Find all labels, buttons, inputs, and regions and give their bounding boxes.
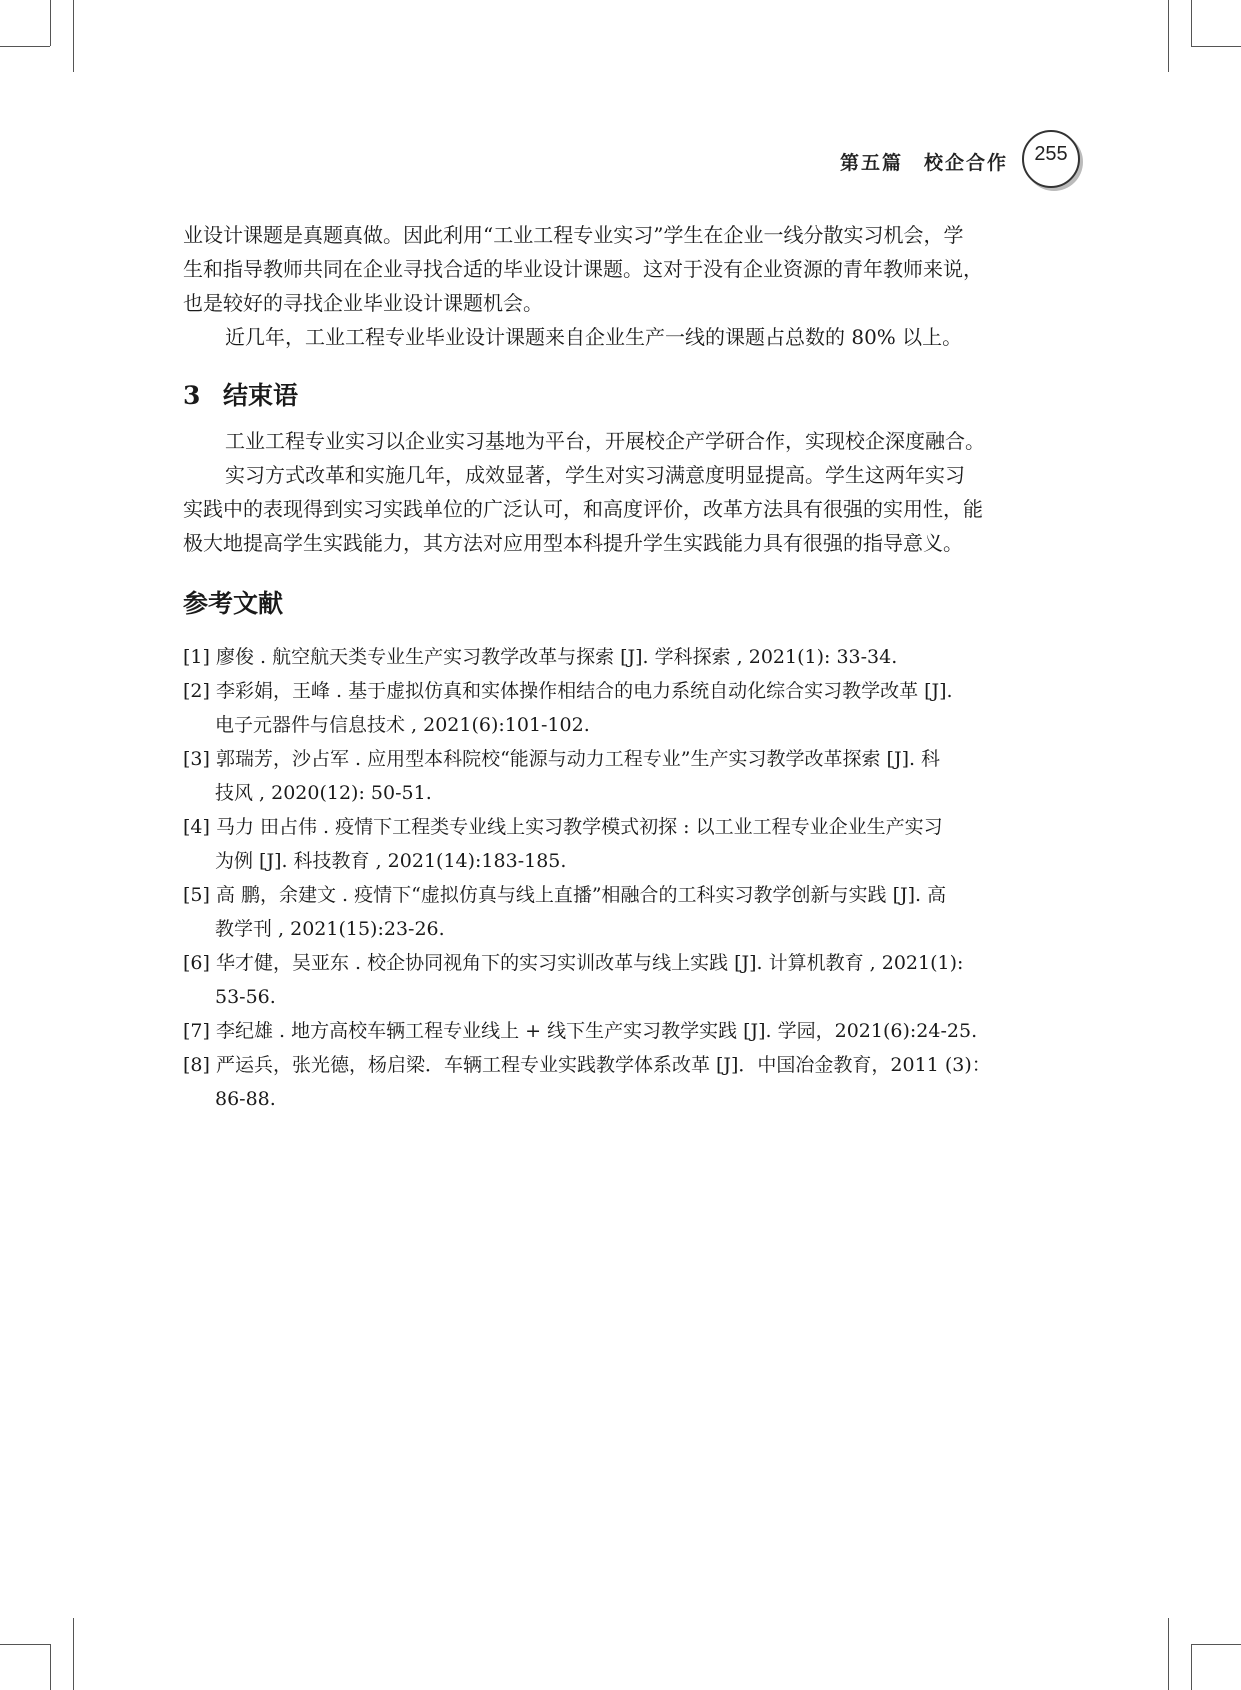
page-content <box>183 218 1063 1116</box>
crop-mark <box>50 1644 51 1690</box>
crop-mark <box>1191 0 1192 46</box>
references-heading: 参考文献 <box>183 589 284 618</box>
section-heading <box>183 376 1063 416</box>
crop-mark <box>50 0 51 46</box>
crop-mark <box>1168 0 1169 72</box>
paragraph: 工业工程专业实习以企业实习基地为平台，开展校企产学研合作，实现校企深度融合。 <box>225 429 985 453</box>
section-title: 结束语 <box>223 381 299 410</box>
reference-item-continued: 为例 [J]. 科技教育 , 2021(14):183-185. <box>215 850 567 872</box>
crop-mark <box>1191 1644 1241 1645</box>
page-number-badge <box>1022 130 1080 188</box>
reference-item: [1] 廖俊 . 航空航天类专业生产实习教学改革与探索 [J]. 学科探索 , 2021(1): 33-34. <box>183 646 898 668</box>
crop-mark <box>0 1644 50 1645</box>
reference-item: [6] 华才健，吴亚东 . 校企协同视角下的实习实训改革与线上实践 [J]. 计算机教育 , 2021(1): <box>183 952 964 974</box>
running-header <box>790 138 1080 188</box>
reference-item-continued: 教学刊 , 2021(15):23-26. <box>215 918 445 940</box>
reference-item: [8] 严运兵，张光德，杨启梁．车辆工程专业实践教学体系改革 [J]．中国冶金教育，2011 (3)： <box>183 1054 991 1076</box>
paragraph-line: 生和指导教师共同在企业寻找合适的毕业设计课题。这对于没有企业资源的青年教师来说， <box>183 257 983 281</box>
reference-item-continued: 技风 , 2020(12): 50-51. <box>215 782 432 804</box>
reference-item: [3] 郭瑞芳，沙占军 . 应用型本科院校“能源与动力工程专业”生产实习教学改革探索 [J]. 科 <box>183 748 941 770</box>
reference-item: [4] 马力 田占伟 . 疫情下工程类专业线上实习教学模式初探 : 以工业工程专业企业生产实习 <box>183 816 943 838</box>
crop-mark <box>1191 1644 1192 1690</box>
crop-mark <box>1168 1618 1169 1690</box>
page-number: 255 <box>1034 143 1068 165</box>
reference-list <box>183 640 1063 1116</box>
crop-mark <box>73 0 74 72</box>
reference-item-continued: 86-88. <box>215 1088 276 1110</box>
paragraph-line: 业设计课题是真题真做。因此利用“工业工程专业实习”学生在企业一线分散实习机会，学 <box>183 223 964 247</box>
section-title: 第五篇 校企合作 <box>840 152 1009 174</box>
reference-item-continued: 电子元器件与信息技术 , 2021(6):101-102. <box>215 714 590 736</box>
section-number: 3 <box>183 381 201 410</box>
crop-mark <box>73 1618 74 1690</box>
paragraph: 近几年，工业工程专业毕业设计课题来自企业生产一线的课题占总数的 80% 以上。 <box>225 325 963 349</box>
paragraph-line: 极大地提高学生实践能力，其方法对应用型本科提升学生实践能力具有很强的指导意义。 <box>183 531 963 555</box>
reference-item: [5] 高 鹏，余建文 . 疫情下“虚拟仿真与线上直播”相融合的工科实习教学创新与实践 [J]. 高 <box>183 884 947 906</box>
paragraph-line: 也是较好的寻找企业毕业设计课题机会。 <box>183 291 543 315</box>
paragraph-line: 实习方式改革和实施几年，成效显著，学生对实习满意度明显提高。学生这两年实习 <box>225 463 965 487</box>
reference-item: [7] 李纪雄 . 地方高校车辆工程专业线上 + 线下生产实习教学实践 [J]. 学园，2021(6):24-25. <box>183 1020 978 1042</box>
reference-item-continued: 53-56. <box>215 986 276 1008</box>
reference-item: [2] 李彩娟，王峰 . 基于虚拟仿真和实体操作相结合的电力系统自动化综合实习教学改革 [J]. <box>183 680 953 702</box>
crop-mark <box>1191 46 1241 47</box>
paragraph-line: 实践中的表现得到实习实践单位的广泛认可，和高度评价，改革方法具有很强的实用性，能 <box>183 497 983 521</box>
crop-mark <box>0 46 50 47</box>
